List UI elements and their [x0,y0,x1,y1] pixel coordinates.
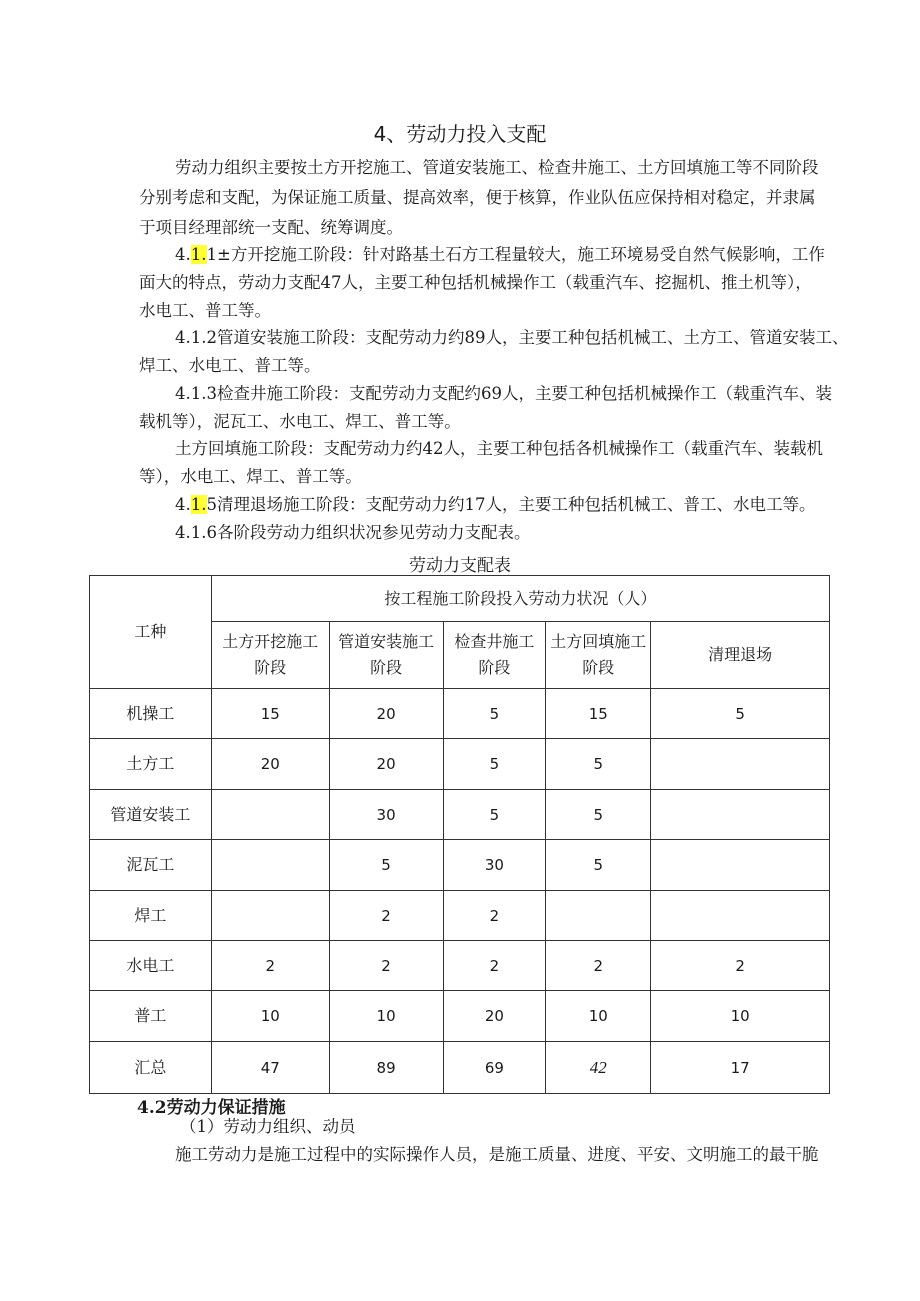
table-cell [651,891,830,941]
table-row [90,941,830,991]
section-heading: 4.2劳动力保证措施 [137,1098,286,1118]
para-416: 4.1.6各阶段劳动力组织状况参见劳动力支配表。 [175,523,531,542]
intro-line-2: 分别考虑和支配，为保证施工质量、提高效率，便于核算，作业队伍应保持相对稳定，并隶属 [139,188,816,207]
stage-header: 土方开挖施工 阶段 [211,622,329,689]
table-cell: 10 [546,991,651,1042]
table-cell [211,840,329,891]
header-stage-group: 按工程施工阶段投入劳动力状况（人） [211,576,829,622]
labor-allocation-table [89,575,830,1094]
subsection-heading: （1）劳动力组织、动员 [180,1117,356,1136]
table-cell: 5 [546,790,651,840]
para-415-text: 5清理退场施工阶段：支配劳动力约17人，主要工种包括机械工、普工、水电工等。 [206,495,816,514]
table-cell [651,790,830,840]
table-cell: 20 [211,739,329,790]
intro-line-3: 于项目经理部统一支配、统筹调度。 [139,218,403,237]
para-413-line-1: 4.1.3检查井施工阶段：支配劳动力支配约69人，主要工种包括机械操作工（载重汽车、装 [175,384,832,403]
table-cell: 47 [211,1042,329,1094]
para-411-text: 1±方开挖施工阶段：针对路基土石方工程量较大，施工环境易受自然气候影响，工作 [206,245,825,264]
para-411-line-1 [175,240,825,270]
table-cell: 5 [651,689,830,739]
table-cell: 2 [651,941,830,991]
table-cell: 15 [211,689,329,739]
table-cell: 2 [211,941,329,991]
para-412-line-1: 4.1.2管道安装施工阶段：支配劳动力约89人，主要工种包括机械工、土方工、管道安装工、 [175,328,849,347]
table-cell: 69 [443,1042,546,1094]
table-cell: 10 [329,991,443,1042]
table-row-total [90,1042,830,1094]
table-cell: 10 [651,991,830,1042]
table-row [90,689,830,739]
row-label: 土方工 [90,739,212,790]
table-cell: 2 [329,941,443,991]
row-label: 泥瓦工 [90,840,212,891]
table-cell: 30 [443,840,546,891]
intro-line-1: 劳动力组织主要按土方开挖施工、管道安装施工、检查井施工、土方回填施工等不同阶段 [175,158,819,177]
header-worker-type: 工种 [90,576,212,689]
para-414-line-1: 土方回填施工阶段：支配劳动力约42人，主要工种包括各机械操作工（载重汽车、装载机 [175,439,823,458]
table-cell: 20 [329,739,443,790]
table-row [90,790,830,840]
table-cell: 5 [443,739,546,790]
table-cell: 2 [443,891,546,941]
stage-header: 检查井施工 阶段 [443,622,546,689]
table-row [90,991,830,1042]
table-cell: 2 [329,891,443,941]
row-label: 汇总 [90,1042,212,1094]
table-cell: 42 [546,1042,651,1094]
table-row [90,891,830,941]
para-411-prefix: 4. [175,245,191,264]
para-411-line-3: 水电工、普工等。 [139,301,271,320]
stage-header: 管道安装施工 阶段 [329,622,443,689]
table-cell: 2 [546,941,651,991]
table-cell: 15 [546,689,651,739]
table-cell [546,891,651,941]
table-row [90,840,830,891]
row-label: 管道安装工 [90,790,212,840]
table-cell: 5 [546,840,651,891]
table-cell [211,891,329,941]
table-cell: 10 [211,991,329,1042]
table-cell: 5 [443,790,546,840]
table-cell: 20 [443,991,546,1042]
row-label: 普工 [90,991,212,1042]
table-cell: 17 [651,1042,830,1094]
stage-header: 土方回填施工 阶段 [546,622,651,689]
table-cell: 5 [443,689,546,739]
para-415 [175,490,816,520]
table-cell: 30 [329,790,443,840]
para-412-line-2: 焊工、水电工、普工等。 [139,356,321,375]
para-415-prefix: 4. [175,495,191,514]
para-411-line-2: 面大的特点，劳动力支配47人，主要工种包括机械操作工（载重汽车、挖掘机、推土机等）， [139,273,812,292]
row-label: 水电工 [90,941,212,991]
table-caption: 劳动力支配表 [409,556,511,576]
stage-header: 清理退场 [651,622,830,689]
page-title: 4、劳动力投入支配 [373,122,547,146]
row-label: 机操工 [90,689,212,739]
para-413-line-2: 载机等），泥瓦工、水电工、焊工、普工等。 [139,412,461,431]
table-cell: 89 [329,1042,443,1094]
table-cell [211,790,329,840]
highlight-mark: 1. [190,495,207,514]
table-cell: 20 [329,689,443,739]
table-cell: 5 [546,739,651,790]
highlight-mark: 1. [190,245,207,264]
table-cell [651,840,830,891]
table-cell [651,739,830,790]
table-cell: 2 [443,941,546,991]
body-line: 施工劳动力是施工过程中的实际操作人员，是施工质量、进度、平安、文明施工的最干脆 [175,1145,819,1164]
para-414-line-2: 等），水电工、焊工、普工等。 [139,467,362,486]
row-label: 焊工 [90,891,212,941]
table-row [90,739,830,790]
table-cell: 5 [329,840,443,891]
